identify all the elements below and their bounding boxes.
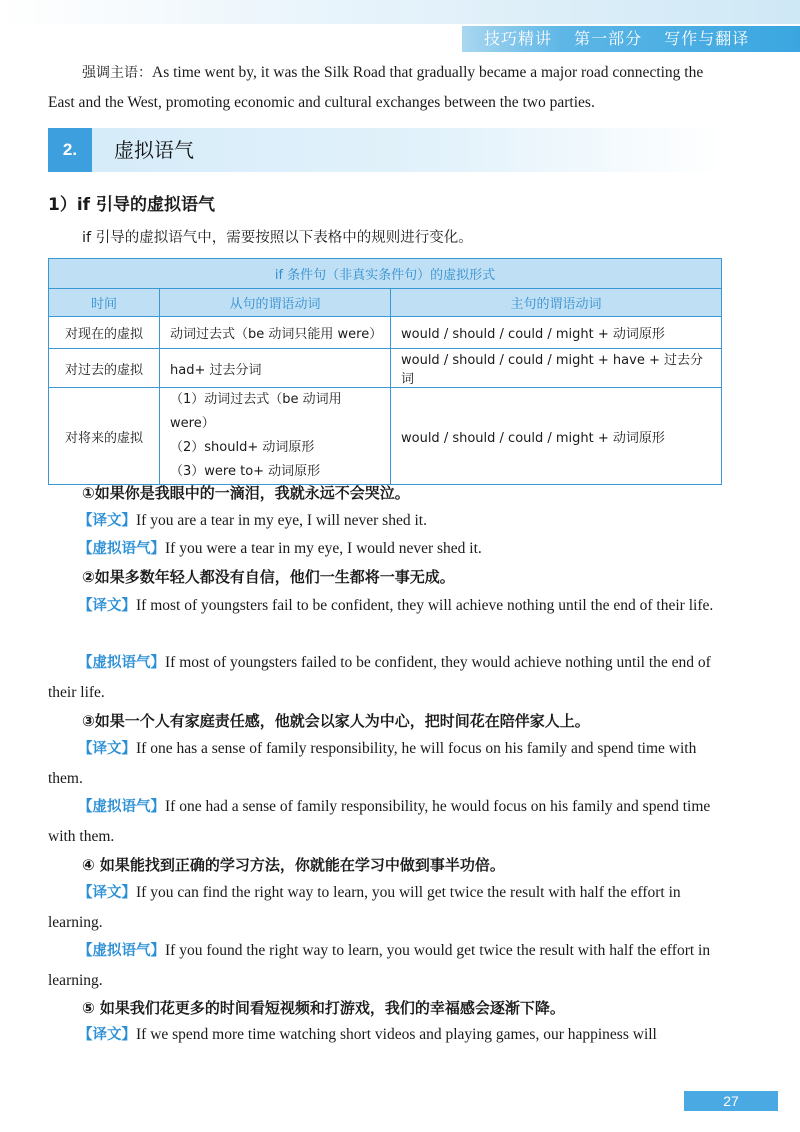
example-3-translation: [48, 734, 728, 794]
example-cn-text: ③如果一个人有家庭责任感，他就会以家人为中心，把时间花在陪伴家人上。: [82, 712, 590, 730]
example-1-subjunctive: [78, 534, 758, 564]
column-header-time: 时间: [49, 289, 160, 317]
subjunctive-tag: 【虚拟语气】: [78, 799, 165, 815]
subjunctive-table: [48, 258, 722, 485]
example-4-cn: [82, 850, 762, 881]
header-part-2: 第一部分: [574, 29, 643, 48]
example-3-subjunctive: [48, 792, 728, 852]
row-clause-list: [160, 388, 391, 485]
row-main: would / should / could / might + 动词原形: [391, 317, 722, 349]
emphasis-label: 强调主语：: [82, 65, 152, 81]
subjunctive-text: If you were a tear in my eye, I would never shed it.: [165, 540, 482, 557]
subjunctive-tag: 【虚拟语气】: [78, 943, 165, 959]
column-header-main: 主句的谓语动词: [391, 289, 722, 317]
example-cn-text: ④ 如果能找到正确的学习方法，你就能在学习中做到事半功倍。: [82, 856, 505, 874]
example-cn-text: ⑤ 如果我们花更多的时间看短视频和打游戏，我们的幸福感会逐渐下降。: [82, 999, 565, 1017]
header-part-3: 写作与翻译: [664, 29, 750, 48]
row-main: would / should / could / might + have + 过去分词: [391, 349, 722, 388]
subjunctive-text: If most of youngsters failed to be confident, they would achieve nothing until the end of their life.: [48, 654, 711, 701]
table-row: [49, 317, 722, 349]
clause-option-1: （1）动词过去式（be 动词用 were）: [170, 392, 342, 431]
top-paragraph-text: As time went by, it was the Silk Road that gradually became a major road connecting the East and the West, promoting economic and cultural exchanges between the two parties.: [48, 64, 704, 111]
header-title-band: [462, 26, 800, 52]
translation-text: If we spend more time watching short videos and playing games, our happiness will: [136, 1026, 657, 1043]
row-time: 对现在的虚拟: [49, 317, 160, 349]
translation-tag: 【译文】: [78, 741, 136, 757]
header-part-1: 技巧精讲: [484, 29, 553, 48]
intro-text: if 引导的虚拟语气中，需要按照以下表格中的规则进行变化。: [82, 230, 473, 246]
top-paragraph: [48, 58, 728, 118]
row-clause: had+ 过去分词: [160, 349, 391, 388]
translation-tag: 【译文】: [78, 885, 136, 901]
page-number: 27: [684, 1091, 778, 1111]
table-row: [49, 349, 722, 388]
translation-text: If one has a sense of family responsibility, he will focus on his family and spend time with them.: [48, 740, 697, 787]
example-2-subjunctive: [48, 648, 728, 708]
section-number: 2.: [48, 128, 92, 172]
example-4-subjunctive: [48, 936, 728, 996]
translation-tag: 【译文】: [78, 598, 136, 614]
translation-text: If most of youngsters fail to be confident, they will achieve nothing until the end of their life.: [136, 597, 714, 614]
example-cn-text: ①如果你是我眼中的一滴泪，我就永远不会哭泣。: [82, 484, 410, 502]
example-4-translation: [48, 878, 728, 938]
clause-option-2: （2）should+ 动词原形: [170, 440, 315, 455]
example-cn-text: ②如果多数年轻人都没有自信，他们一生都将一事无成。: [82, 568, 455, 586]
subjunctive-tag: 【虚拟语气】: [78, 655, 165, 671]
header-light-band: [0, 0, 800, 24]
column-header-clause: 从句的谓语动词: [160, 289, 391, 317]
example-3-cn: [82, 706, 762, 737]
translation-tag: 【译文】: [78, 513, 136, 529]
example-1-translation: [78, 506, 758, 536]
example-2-cn: [82, 562, 762, 593]
row-time: 对将来的虚拟: [49, 388, 160, 485]
translation-text: If you can find the right way to learn, you will get twice the result with half the effort in learning.: [48, 884, 681, 931]
example-1-cn: [82, 478, 762, 509]
running-header: [0, 0, 800, 52]
subjunctive-text: If one had a sense of family responsibility, he would focus on his family and spend time with them.: [48, 798, 711, 845]
translation-text: If you are a tear in my eye, I will never shed it.: [136, 512, 427, 529]
subjunctive-tag: 【虚拟语气】: [78, 541, 165, 557]
section-title: 虚拟语气: [114, 138, 194, 162]
clause-option-3: （3）were to+ 动词原形: [170, 464, 321, 479]
row-time: 对过去的虚拟: [49, 349, 160, 388]
translation-tag: 【译文】: [78, 1027, 136, 1043]
example-2-translation: [48, 591, 728, 621]
subsection-title: 1）if 引导的虚拟语气: [48, 195, 215, 215]
table-title: if 条件句（非真实条件句）的虚拟形式: [49, 259, 722, 289]
example-5-translation: [78, 1020, 738, 1050]
table-row: [49, 388, 722, 485]
row-main: would / should / could / might + 动词原形: [391, 388, 722, 485]
subjunctive-text: If you found the right way to learn, you would get twice the result with half the effort in learning.: [48, 942, 711, 989]
section-heading: [48, 128, 724, 172]
row-clause: 动词过去式（be 动词只能用 were）: [160, 317, 391, 349]
